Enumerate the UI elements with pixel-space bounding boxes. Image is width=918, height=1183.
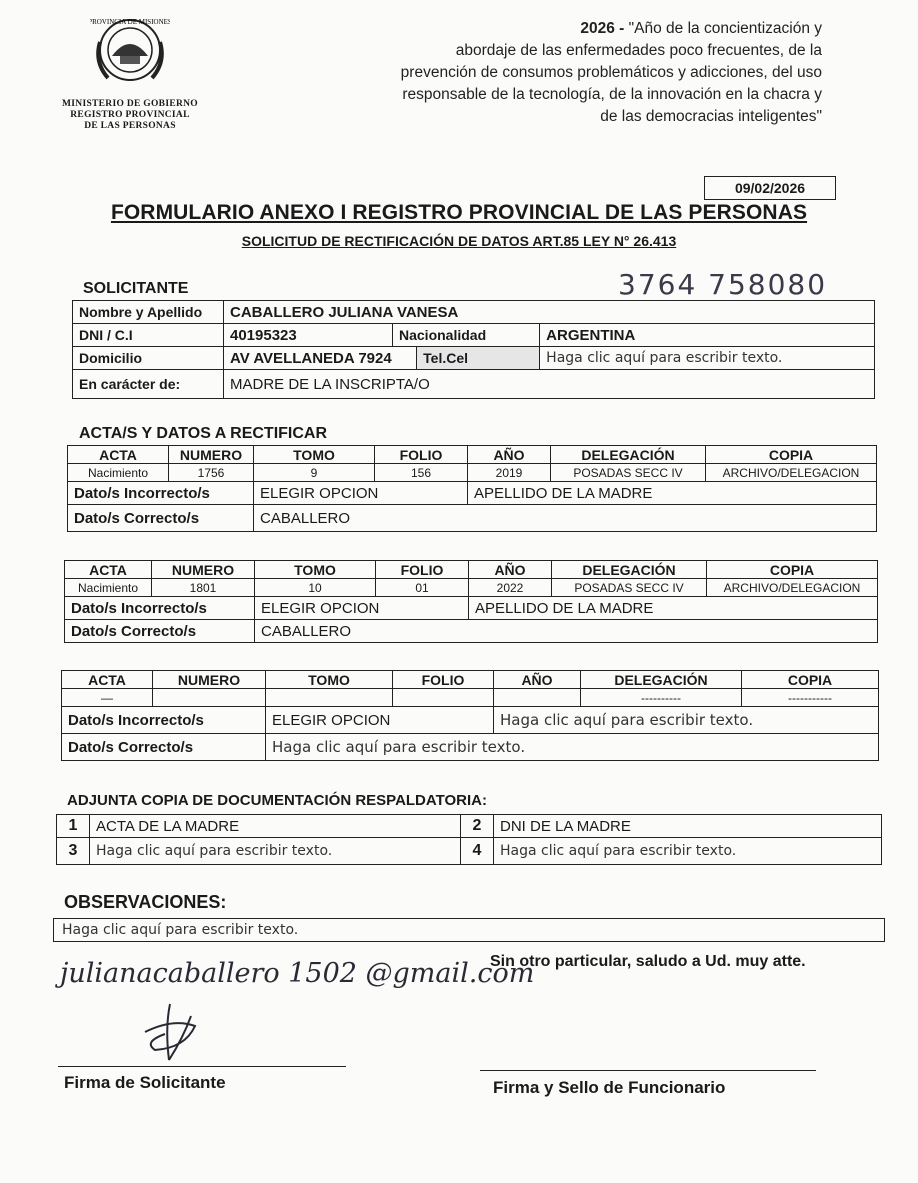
incorrect-value-field[interactable]: APELLIDO DE LA MADRE [469,597,878,620]
ministry-logo [60,12,200,132]
firma-funcionario-label: Firma y Sello de Funcionario [493,1078,726,1097]
telcel-label: Tel.Cel [417,347,540,370]
acta-tomo[interactable]: 9 [254,464,375,482]
acta-copia[interactable]: ----------- [742,689,879,707]
col-delegacion: DELEGACIÓN [551,446,706,464]
signature-line-solicitante [58,1066,346,1067]
col-acta: ACTA [68,446,169,464]
col-anio: AÑO [494,671,581,689]
adjunta-item-4[interactable]: Haga clic aquí para escribir texto. [494,838,882,865]
acta-folio[interactable]: 01 [376,579,469,597]
acta-table-3 [61,670,879,761]
acta-tipo[interactable]: Nacimiento [68,464,169,482]
col-tomo: TOMO [254,446,375,464]
correct-label: Dato/s Correcto/s [62,734,266,761]
col-copia: COPIA [707,561,878,579]
incorrect-label: Dato/s Incorrecto/s [62,707,266,734]
domicilio-field[interactable]: AV AVELLANEDA 7924 [224,347,417,370]
acta-table-1 [67,445,877,532]
year-motto: 2026 - "Año de la concientización y abordaje de las enfermedades poco frecuentes, de la prevención de consumos problemáticos y adicciones, del uso responsable de la tecnología, de la innovación en la chacra y de las democracias inteligentes" [400,20,822,125]
incorrect-value-field[interactable]: Haga clic aquí para escribir texto. [494,707,879,734]
correct-value-field[interactable]: CABALLERO [255,620,878,643]
telcel-field[interactable]: Haga clic aquí para escribir texto. [540,347,875,370]
date-field[interactable]: 09/02/2026 [704,176,836,200]
signature-icon [125,998,215,1068]
acta-delegacion[interactable]: ---------- [581,689,742,707]
handwritten-phone: 3764 758080 [618,268,828,301]
correct-label: Dato/s Correcto/s [68,505,254,532]
ministry-name: MINISTERIO DE GOBIERNO REGISTRO PROVINCIAL DE LAS PERSONAS [62,99,198,131]
acta-anio[interactable] [494,689,581,707]
handwritten-email: julianacaballero 1502 @gmail.com [60,958,535,989]
acta-folio[interactable]: 156 [375,464,468,482]
adjunta-number: 3 [57,838,90,865]
col-numero: NUMERO [169,446,254,464]
closing-text: Sin otro particular, saludo a Ud. muy atte. [490,953,806,970]
col-anio: AÑO [469,561,552,579]
provincial-seal-icon [90,12,170,94]
observaciones-heading: OBSERVACIONES: [64,892,227,912]
acta-copia[interactable]: ARCHIVO/DELEGACION [707,579,878,597]
motto-year: 2026 - [580,20,625,37]
caracter-label: En carácter de: [73,370,224,399]
acta-anio[interactable]: 2019 [468,464,551,482]
adjunta-item-2[interactable]: DNI DE LA MADRE [494,815,882,838]
acta-folio[interactable] [393,689,494,707]
dni-field[interactable]: 40195323 [224,324,393,347]
acta-numero[interactable] [153,689,266,707]
acta-tomo[interactable] [266,689,393,707]
incorrect-option-select[interactable]: ELEGIR OPCION [266,707,494,734]
acta-anio[interactable]: 2022 [469,579,552,597]
correct-label: Dato/s Correcto/s [65,620,255,643]
form-subtitle: SOLICITUD DE RECTIFICACIÓN DE DATOS ART.85 LEY N° 26.413 [241,233,677,249]
col-acta: ACTA [65,561,152,579]
col-tomo: TOMO [255,561,376,579]
nacionalidad-field[interactable]: ARGENTINA [540,324,875,347]
adjunta-item-1[interactable]: ACTA DE LA MADRE [90,815,461,838]
acta-tipo[interactable]: Nacimiento [65,579,152,597]
domicilio-label: Domicilio [73,347,224,370]
solicitante-heading: SOLICITANTE [83,280,189,297]
col-delegacion: DELEGACIÓN [581,671,742,689]
col-delegacion: DELEGACIÓN [552,561,707,579]
nombre-field[interactable]: CABALLERO JULIANA VANESA [224,301,875,324]
col-folio: FOLIO [376,561,469,579]
incorrect-value-field[interactable]: APELLIDO DE LA MADRE [468,482,877,505]
actas-heading: ACTA/S Y DATOS A RECTIFICAR [79,425,328,442]
incorrect-label: Dato/s Incorrecto/s [65,597,255,620]
correct-value-field[interactable]: Haga clic aquí para escribir texto. [266,734,879,761]
incorrect-option-select[interactable]: ELEGIR OPCION [255,597,469,620]
col-acta: ACTA [62,671,153,689]
acta-tipo[interactable]: — [62,689,153,707]
acta-copia[interactable]: ARCHIVO/DELEGACION [706,464,877,482]
form-title: FORMULARIO ANEXO I REGISTRO PROVINCIAL DE LAS PERSONAS [110,201,808,224]
col-anio: AÑO [468,446,551,464]
col-folio: FOLIO [393,671,494,689]
col-copia: COPIA [742,671,879,689]
signature-line-funcionario [480,1070,816,1071]
seal-text: PROVINCIA DE MISIONES [90,18,170,26]
adjunta-number: 2 [461,815,494,838]
adjunta-number: 1 [57,815,90,838]
incorrect-label: Dato/s Incorrecto/s [68,482,254,505]
acta-delegacion[interactable]: POSADAS SECC IV [551,464,706,482]
col-numero: NUMERO [152,561,255,579]
adjunta-table [56,814,882,865]
nacionalidad-label: Nacionalidad [393,324,540,347]
col-tomo: TOMO [266,671,393,689]
col-numero: NUMERO [153,671,266,689]
acta-table-2 [64,560,878,643]
acta-numero[interactable]: 1801 [152,579,255,597]
adjunta-number: 4 [461,838,494,865]
acta-delegacion[interactable]: POSADAS SECC IV [552,579,707,597]
caracter-field[interactable]: MADRE DE LA INSCRIPTA/O [224,370,875,399]
incorrect-option-select[interactable]: ELEGIR OPCION [254,482,468,505]
col-folio: FOLIO [375,446,468,464]
col-copia: COPIA [706,446,877,464]
adjunta-item-3[interactable]: Haga clic aquí para escribir texto. [90,838,461,865]
dni-label: DNI / C.I [73,324,224,347]
adjunta-heading: ADJUNTA COPIA DE DOCUMENTACIÓN RESPALDATORIA: [67,792,487,809]
acta-tomo[interactable]: 10 [255,579,376,597]
nombre-label: Nombre y Apellido [73,301,224,324]
firma-solicitante-label: Firma de Solicitante [64,1073,226,1092]
acta-numero[interactable]: 1756 [169,464,254,482]
solicitante-table [72,300,875,399]
observaciones-field[interactable]: Haga clic aquí para escribir texto. [53,918,885,942]
correct-value-field[interactable]: CABALLERO [254,505,877,532]
